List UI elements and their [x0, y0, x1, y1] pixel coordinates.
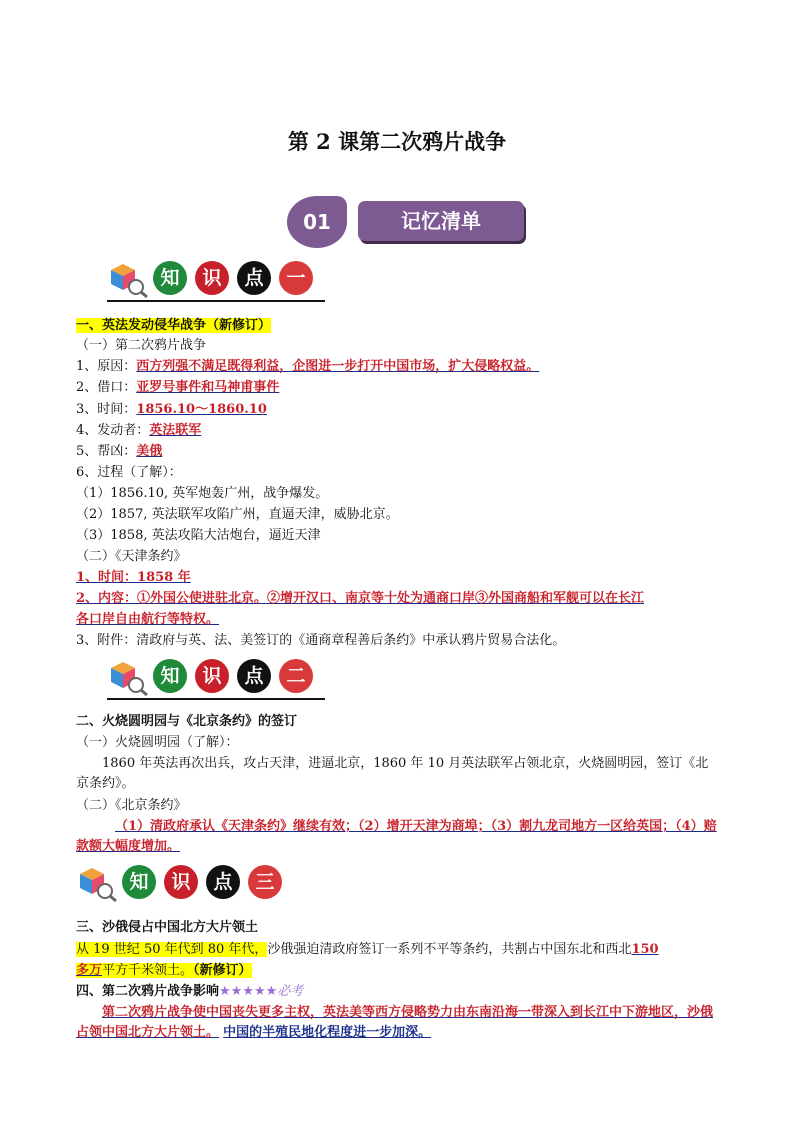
- kp-dian-circle: 点: [237, 659, 271, 693]
- rating-stars: ★★★★★: [219, 984, 278, 999]
- section-label-badge: 记忆清单: [358, 201, 524, 241]
- must-test-tag: 必考: [277, 984, 304, 999]
- kp-zhi-circle: 知: [153, 659, 187, 693]
- kp-underline: [107, 300, 325, 302]
- s1-treaty-content-b: 各口岸自由航行等特权。: [76, 612, 220, 627]
- kp-dian-circle: 点: [206, 865, 240, 899]
- kp-zhi-circle: 知: [153, 261, 187, 295]
- knowledge-point-header-3: [76, 862, 294, 904]
- s3-line-1: 从 19 世纪 50 年代到 80 年代，沙俄强迫清政府签订一系列不平等条约，共割占中国东北和西北150: [76, 942, 659, 957]
- s1-helper: 5、帮凶：美俄: [76, 444, 163, 459]
- section-2-heading: 二、火烧圆明园与《北京条约》的签订: [76, 714, 298, 729]
- s1-cause: 1、原因：西方列强不满足既得利益，企图进一步打开中国市场，扩大侵略权益。: [76, 359, 540, 374]
- knowledge-point-header-1: [107, 258, 325, 300]
- cube-icon: [107, 260, 149, 298]
- s1-launcher: 4、发动者：英法联军: [76, 423, 202, 438]
- s1-pretext: 2、借口：亚罗号事件和马神甫事件: [76, 380, 280, 395]
- section-1-heading: 一、英法发动侵华战争（新修订）: [76, 318, 272, 333]
- s1-time: 3、时间：1856.10～1860.10: [76, 402, 267, 417]
- s2-treaty: （1）清政府承认《天津条约》继续有效；（2）增开天津为商埠；（3）割九龙司地方一区给英国；（4）赔款额大幅度增加。: [76, 819, 717, 854]
- s1-treaty-content-a: 2、内容：①外国公使进驻北京。②增开汉口、南京等十处为通商口岸③外国商船和军舰可以在长江: [76, 591, 645, 606]
- s1-process-1: （1）1856.10, 英军炮轰广州，战争爆发。: [76, 486, 329, 501]
- s3-line-2: 多万平方千米领土。（新修订）: [76, 963, 252, 978]
- kp-zhi-circle: 知: [122, 865, 156, 899]
- section-3-heading: 三、沙俄侵占中国北方大片领土: [76, 920, 259, 935]
- kp-shi-circle: 识: [195, 659, 229, 693]
- kp-shi-circle: 识: [164, 865, 198, 899]
- cube-icon: [76, 864, 118, 902]
- section-number-badge: 01: [287, 196, 347, 248]
- s1-sub2: （二）《天津条约》: [76, 549, 187, 564]
- kp-number-circle: 一: [279, 261, 313, 295]
- kp-number-circle: 二: [279, 659, 313, 693]
- page-title: 第 2 课第二次鸦片战争: [287, 129, 507, 154]
- kp-shi-circle: 识: [195, 261, 229, 295]
- s2-sub2: （二）《北京条约》: [76, 798, 187, 813]
- s1-process-3: （3）1858, 英法攻陷大沽炮台，逼近天津: [76, 528, 321, 543]
- s2-sub1: （一）火烧圆明园（了解）：: [76, 735, 239, 750]
- s1-process-label: 6、过程（了解）：: [76, 465, 182, 480]
- kp-underline: [107, 698, 325, 700]
- s1-process-2: （2）1857, 英法联军攻陷广州，直逼天津，威胁北京。: [76, 507, 399, 522]
- s4-body: 第二次鸦片战争使中国丧失更多主权，英法美等西方侵略势力由东南沿海一带深入到长江中下游地区，沙俄占领中国北方大片领土。 中国的半殖民地化程度进一步加深。: [76, 1005, 714, 1040]
- section-4-heading: 四、第二次鸦片战争影响★★★★★必考: [76, 984, 304, 999]
- cube-icon: [107, 658, 149, 696]
- knowledge-point-header-2: [107, 656, 325, 698]
- kp-dian-circle: 点: [237, 261, 271, 295]
- kp-number-circle: 三: [248, 865, 282, 899]
- s1-sub1: （一）第二次鸦片战争: [76, 338, 207, 353]
- s1-attachment: 3、附件：清政府与英、法、美签订的《通商章程善后条约》中承认鸦片贸易合法化。: [76, 633, 566, 648]
- s1-treaty-time: 1、时间：1858 年: [76, 570, 191, 585]
- s2-body: 1860 年英法再次出兵，攻占天津，进逼北京，1860 年 10 月英法联军占领北京，火烧圆明园，签订《北京条约》。: [76, 756, 709, 791]
